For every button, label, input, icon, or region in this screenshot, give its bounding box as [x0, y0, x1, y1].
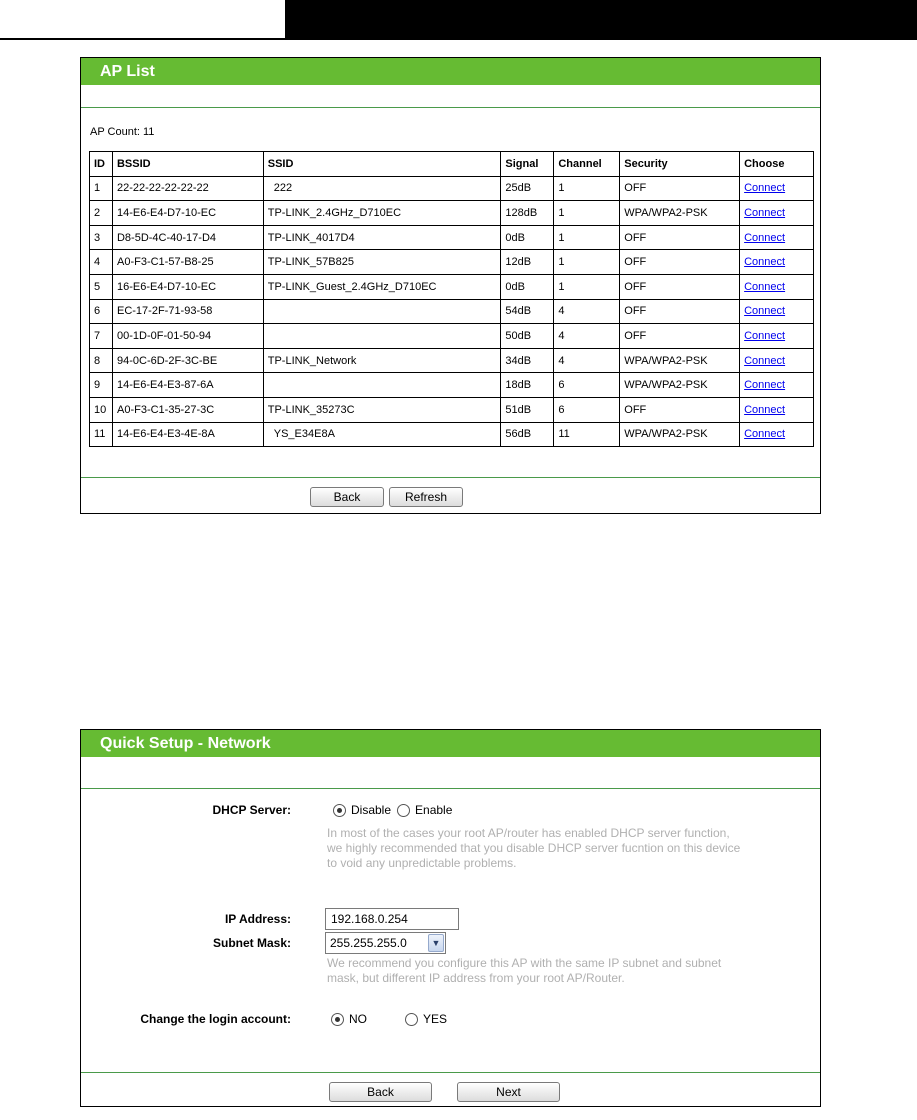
quick-setup-panel: [80, 729, 821, 1107]
column-header: ID: [90, 152, 113, 177]
table-row: [90, 176, 814, 201]
connect-link[interactable]: Connect: [744, 280, 786, 293]
bssid-cell: A0-F3-C1-35-27-3C: [112, 397, 263, 422]
choose-cell: [740, 324, 814, 349]
bssid-cell: 94-0C-6D-2F-3C-BE: [112, 348, 263, 373]
security-cell: OFF: [620, 225, 740, 250]
choose-cell: [740, 176, 814, 201]
refresh-button[interactable]: Refresh: [389, 487, 463, 507]
quick-setup-title: Quick Setup - Network: [81, 730, 820, 757]
signal-cell: 56dB: [501, 422, 554, 447]
ssid-cell: TP-LINK_Network: [263, 348, 501, 373]
next-button[interactable]: Next: [457, 1082, 560, 1102]
header-right-band: [285, 0, 917, 40]
table-row: [90, 274, 814, 299]
column-header: Security: [620, 152, 740, 177]
security-cell: OFF: [620, 397, 740, 422]
table-row: [90, 250, 814, 275]
ip-address-label: IP Address:: [224, 912, 291, 926]
connect-link[interactable]: Connect: [744, 428, 786, 441]
ap-count: AP Count: 11: [90, 126, 155, 138]
id-cell: 7: [90, 324, 113, 349]
bssid-cell: 00-1D-0F-01-50-94: [112, 324, 263, 349]
table-row: [90, 225, 814, 250]
channel-cell: 4: [554, 324, 620, 349]
connect-link[interactable]: Connect: [744, 206, 786, 219]
subnet-mask-label: Subnet Mask:: [212, 936, 291, 950]
choose-cell: [740, 299, 814, 324]
security-cell: WPA/WPA2-PSK: [620, 201, 740, 226]
signal-cell: 12dB: [501, 250, 554, 275]
connect-link[interactable]: Connect: [744, 379, 786, 392]
ap-footer-divider: [81, 477, 820, 478]
channel-cell: 6: [554, 373, 620, 398]
ip-address-input[interactable]: 192.168.0.254: [325, 908, 459, 930]
column-header: Channel: [554, 152, 620, 177]
table-row: [90, 348, 814, 373]
bssid-cell: 22-22-22-22-22-22: [112, 176, 263, 201]
signal-cell: 34dB: [501, 348, 554, 373]
security-cell: OFF: [620, 299, 740, 324]
signal-cell: 128dB: [501, 201, 554, 226]
login-account-label: Change the login account:: [140, 1012, 291, 1026]
bssid-cell: EC-17-2F-71-93-58: [112, 299, 263, 324]
bssid-cell: 14-E6-E4-E3-4E-8A: [112, 422, 263, 447]
signal-cell: 25dB: [501, 176, 554, 201]
dhcp-hint-line: to void any unpredictable problems.: [327, 856, 517, 870]
quick-setup-subbar: [81, 757, 820, 789]
security-cell: OFF: [620, 274, 740, 299]
header-left-band: [0, 0, 285, 40]
dhcp-enable-label: Enable: [415, 803, 453, 817]
table-row: [90, 397, 814, 422]
connect-link[interactable]: Connect: [744, 256, 786, 269]
dhcp-hint: [327, 826, 740, 871]
ap-table: [89, 151, 814, 447]
ssid-cell: TP-LINK_2.4GHz_D710EC: [263, 201, 501, 226]
dhcp-hint-line: In most of the cases your root AP/router has enabled DHCP server function,: [327, 826, 730, 840]
channel-cell: 4: [554, 299, 620, 324]
security-cell: WPA/WPA2-PSK: [620, 348, 740, 373]
bssid-cell: A0-F3-C1-57-B8-25: [112, 250, 263, 275]
channel-cell: 4: [554, 348, 620, 373]
login-yes-radio[interactable]: [405, 1013, 418, 1026]
choose-cell: [740, 348, 814, 373]
connect-link[interactable]: Connect: [744, 354, 786, 367]
ap-table-header: [90, 152, 814, 177]
ap-list-subbar: [81, 85, 820, 108]
id-cell: 10: [90, 397, 113, 422]
id-cell: 3: [90, 225, 113, 250]
channel-cell: 1: [554, 274, 620, 299]
security-cell: OFF: [620, 324, 740, 349]
login-no-label: NO: [349, 1012, 367, 1026]
quick-setup-footer-divider: [81, 1072, 820, 1073]
choose-cell: [740, 250, 814, 275]
table-row: [90, 299, 814, 324]
ssid-cell: [263, 373, 501, 398]
ap-list-title: AP List: [81, 58, 820, 85]
channel-cell: 1: [554, 225, 620, 250]
ssid-cell: [263, 324, 501, 349]
ap-table-body: [90, 176, 814, 447]
signal-cell: 0dB: [501, 225, 554, 250]
id-cell: 8: [90, 348, 113, 373]
bssid-cell: 16-E6-E4-D7-10-EC: [112, 274, 263, 299]
bssid-cell: D8-5D-4C-40-17-D4: [112, 225, 263, 250]
subnet-hint: [327, 956, 721, 986]
ssid-cell: 222: [263, 176, 501, 201]
security-cell: OFF: [620, 176, 740, 201]
id-cell: 4: [90, 250, 113, 275]
ssid-cell: TP-LINK_35273C: [263, 397, 501, 422]
signal-cell: 54dB: [501, 299, 554, 324]
subnet-mask-value: 255.255.255.0: [330, 936, 407, 950]
column-header: SSID: [263, 152, 501, 177]
channel-cell: 11: [554, 422, 620, 447]
security-cell: WPA/WPA2-PSK: [620, 422, 740, 447]
dhcp-hint-line: we highly recommended that you disable DHCP server fucntion on this device: [327, 841, 741, 855]
login-radio-group: [331, 1012, 447, 1026]
dhcp-radio-group: [333, 803, 452, 817]
dhcp-disable-radio[interactable]: [333, 804, 346, 817]
dhcp-disable-label: Disable: [351, 803, 392, 817]
security-cell: WPA/WPA2-PSK: [620, 373, 740, 398]
ssid-cell: [263, 299, 501, 324]
channel-cell: 6: [554, 397, 620, 422]
choose-cell: [740, 422, 814, 447]
signal-cell: 51dB: [501, 397, 554, 422]
choose-cell: [740, 225, 814, 250]
back-button[interactable]: Back: [310, 487, 384, 507]
column-header: Choose: [740, 152, 814, 177]
id-cell: 1: [90, 176, 113, 201]
subnet-hint-line: We recommend you configure this AP with the same IP subnet and subnet: [327, 956, 722, 970]
table-row: [90, 422, 814, 447]
id-cell: 6: [90, 299, 113, 324]
table-row: [90, 373, 814, 398]
id-cell: 9: [90, 373, 113, 398]
channel-cell: 1: [554, 176, 620, 201]
signal-cell: 50dB: [501, 324, 554, 349]
bssid-cell: 14-E6-E4-E3-87-6A: [112, 373, 263, 398]
ap-list-panel: [80, 57, 821, 514]
choose-cell: [740, 201, 814, 226]
column-header: Signal: [501, 152, 554, 177]
security-cell: OFF: [620, 250, 740, 275]
channel-cell: 1: [554, 250, 620, 275]
channel-cell: 1: [554, 201, 620, 226]
choose-cell: [740, 373, 814, 398]
column-header: BSSID: [112, 152, 263, 177]
bssid-cell: 14-E6-E4-D7-10-EC: [112, 201, 263, 226]
connect-link[interactable]: Connect: [744, 231, 786, 244]
connect-link[interactable]: Connect: [744, 305, 786, 318]
choose-cell: [740, 397, 814, 422]
dhcp-server-label: DHCP Server:: [212, 803, 291, 817]
ssid-cell: TP-LINK_4017D4: [263, 225, 501, 250]
dhcp-enable-radio[interactable]: [397, 804, 410, 817]
login-no-radio[interactable]: [331, 1013, 344, 1026]
connect-link[interactable]: Connect: [744, 403, 786, 416]
choose-cell: [740, 274, 814, 299]
chevron-down-icon[interactable]: ▼: [428, 934, 444, 952]
signal-cell: 18dB: [501, 373, 554, 398]
back-button[interactable]: Back: [329, 1082, 432, 1102]
connect-link[interactable]: Connect: [744, 182, 786, 195]
table-row: [90, 324, 814, 349]
table-row: [90, 201, 814, 226]
signal-cell: 0dB: [501, 274, 554, 299]
subnet-mask-select[interactable]: [325, 932, 446, 954]
connect-link[interactable]: Connect: [744, 329, 786, 342]
ssid-cell: TP-LINK_Guest_2.4GHz_D710EC: [263, 274, 501, 299]
subnet-hint-line: mask, but different IP address from your root AP/Router.: [327, 971, 625, 985]
id-cell: 5: [90, 274, 113, 299]
id-cell: 2: [90, 201, 113, 226]
ssid-cell: TP-LINK_57B825: [263, 250, 501, 275]
login-yes-label: YES: [423, 1012, 448, 1026]
id-cell: 11: [90, 422, 113, 447]
ssid-cell: YS_E34E8A: [263, 422, 501, 447]
